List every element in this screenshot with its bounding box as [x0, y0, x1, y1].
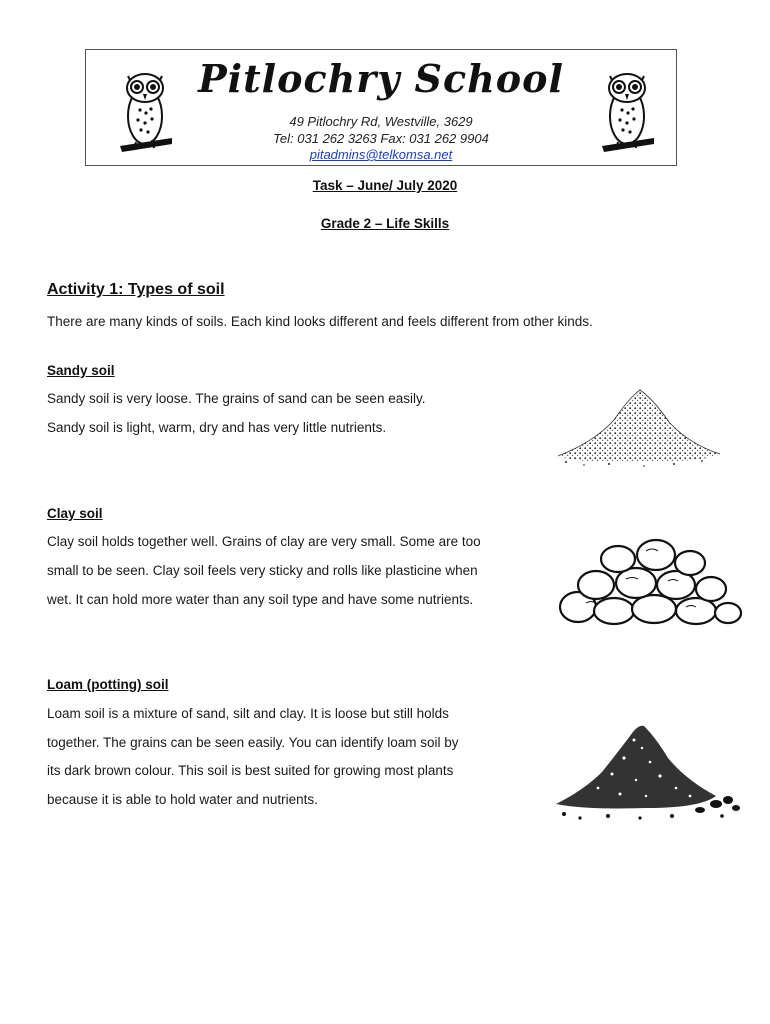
loam-pile-icon	[550, 718, 744, 826]
task-title: Task – June/ July 2020	[312, 178, 458, 193]
clay-soil-line: small to be seen. Clay soil feels very sticky and rolls like plasticine when	[47, 563, 478, 578]
loam-soil-line: together. The grains can be seen easily. You can identify loam soil by	[47, 735, 459, 750]
sandy-soil-line: Sandy soil is light, warm, dry and has very little nutrients.	[47, 420, 387, 435]
loam-soil-heading: Loam (potting) soil	[47, 677, 169, 692]
sandy-soil-heading: Sandy soil	[47, 363, 115, 378]
loam-soil-line: because it is able to hold water and nutrients.	[47, 792, 318, 807]
sand-pile-icon	[554, 382, 724, 470]
grade-title: Grade 2 – Life Skills	[320, 216, 450, 231]
clay-pile-icon	[556, 533, 744, 627]
school-address: 49 Pitlochry Rd, Westville, 3629	[289, 114, 473, 129]
loam-soil-line: its dark brown colour. This soil is best suited for growing most plants	[47, 763, 454, 778]
clay-soil-line: wet. It can hold more water than any soil type and have some nutrients.	[47, 592, 474, 607]
school-phone-fax: Tel: 031 262 3263 Fax: 031 262 9904	[273, 131, 489, 146]
loam-soil-line: Loam soil is a mixture of sand, silt and clay. It is loose but still holds	[47, 706, 449, 721]
clay-soil-line: Clay soil holds together well. Grains of clay are very small. Some are too	[47, 534, 481, 549]
school-email-link[interactable]: pitadmins@telkomsa.net	[309, 147, 453, 162]
activity-intro: There are many kinds of soils. Each kind looks different and feels different from other kinds.	[47, 314, 593, 329]
school-name: Pitlochry School	[198, 56, 564, 101]
sandy-soil-line: Sandy soil is very loose. The grains of sand can be seen easily.	[47, 391, 426, 406]
clay-soil-heading: Clay soil	[47, 506, 103, 521]
activity-heading: Activity 1: Types of soil	[47, 281, 225, 298]
owl-icon	[598, 58, 656, 158]
letterhead	[85, 49, 677, 166]
